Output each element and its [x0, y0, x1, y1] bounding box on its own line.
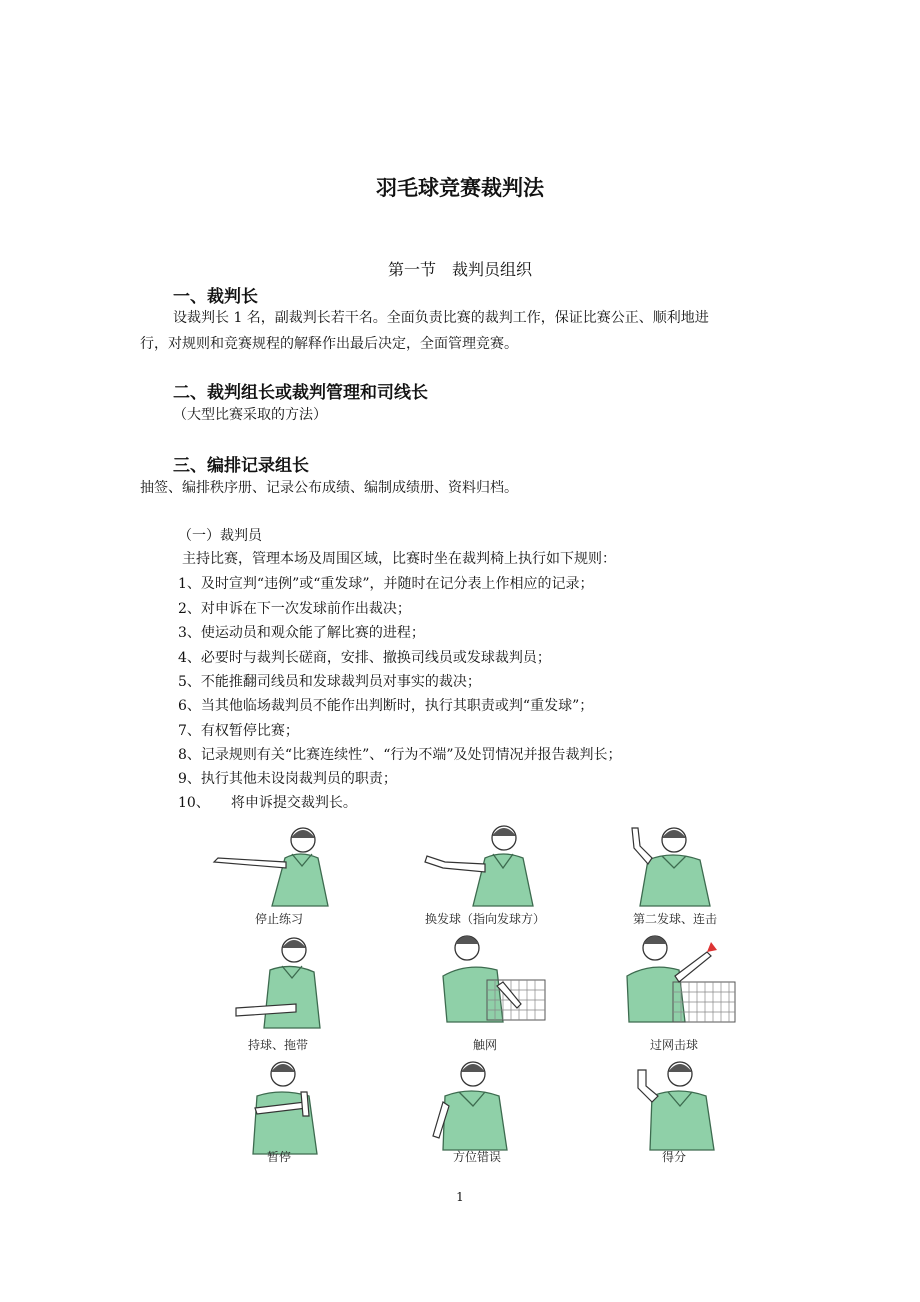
signal-carry: [230, 930, 340, 1030]
document-title: 羽毛球竞赛裁判法: [376, 176, 544, 200]
section-title: 第一节 裁判员组织: [387, 260, 532, 279]
signal-second-serve: [610, 818, 745, 908]
umpire-item: 4、必要时与裁判长磋商，安排、撤换司线员或发球裁判员；: [178, 650, 551, 666]
caption-stop-practice: 停止练习: [255, 912, 304, 926]
caption-touch-net: 触网: [473, 1038, 498, 1052]
signal-score: [630, 1056, 740, 1156]
umpire-item: 7、有权暂停比赛；: [178, 723, 299, 739]
caption-suspend: 暂停: [267, 1150, 292, 1164]
signal-suspend: [235, 1056, 355, 1156]
caption-score: 得分: [662, 1150, 687, 1164]
caption-wrong-position: 方位错误: [453, 1150, 502, 1164]
caption-change-service: 换发球（指向发球方）: [425, 912, 546, 926]
umpire-item: 10、 将申诉提交裁判长。: [178, 795, 357, 811]
heading-scheduling: 三、编排记录组长: [173, 456, 309, 476]
umpire-item: 2、对申诉在下一次发球前作出裁决；: [178, 601, 411, 617]
referee-text-line2: 行，对规则和竞赛规程的解释作出最后决定，全面管理竞赛。: [140, 336, 518, 352]
group-leader-text: （大型比赛采取的方法）: [173, 407, 327, 423]
referee-text-line1: 设裁判长 1 名，副裁判长若干名。全面负责比赛的裁判工作，保证比赛公正、顺利地进: [173, 310, 709, 326]
caption-second-serve: 第二发球、连击: [633, 912, 718, 926]
heading-umpire: （一）裁判员: [178, 528, 262, 544]
umpire-item: 8、记录规则有关“比赛连续性”、“行为不端”及处罚情况并报告裁判长；: [178, 747, 622, 763]
heading-referee: 一、裁判长: [173, 287, 258, 307]
umpire-item: 5、不能推翻司线员和发球裁判员对事实的裁决；: [178, 674, 481, 690]
signal-stop-practice: [200, 818, 350, 908]
scheduling-text: 抽签、编排秩序册、记录公布成绩、编制成绩册、资料归档。: [140, 480, 518, 496]
umpire-item: 3、使运动员和观众能了解比赛的进程；: [178, 625, 425, 641]
signal-touch-net: [425, 926, 555, 1030]
umpire-item: 6、当其他临场裁判员不能作出判断时，执行其职责或判“重发球”；: [178, 698, 594, 714]
caption-reach-over: 过网击球: [650, 1038, 699, 1052]
page-number: 1: [456, 1190, 464, 1204]
heading-group-leader: 二、裁判组长或裁判管理和司线长: [173, 383, 428, 403]
signal-reach-over: [615, 926, 745, 1030]
signal-wrong-position: [425, 1056, 535, 1156]
umpire-item: 1、及时宣判“违例”或“重发球”，并随时在记分表上作相应的记录；: [178, 576, 594, 592]
caption-carry: 持球、拖带: [248, 1038, 309, 1052]
umpire-signals-figure: [200, 818, 745, 1170]
umpire-item: 9、执行其他未设岗裁判员的职责；: [178, 771, 397, 787]
signal-change-service: [415, 818, 555, 908]
umpire-intro: 主持比赛，管理本场及周围区域，比赛时坐在裁判椅上执行如下规则：: [182, 551, 616, 567]
